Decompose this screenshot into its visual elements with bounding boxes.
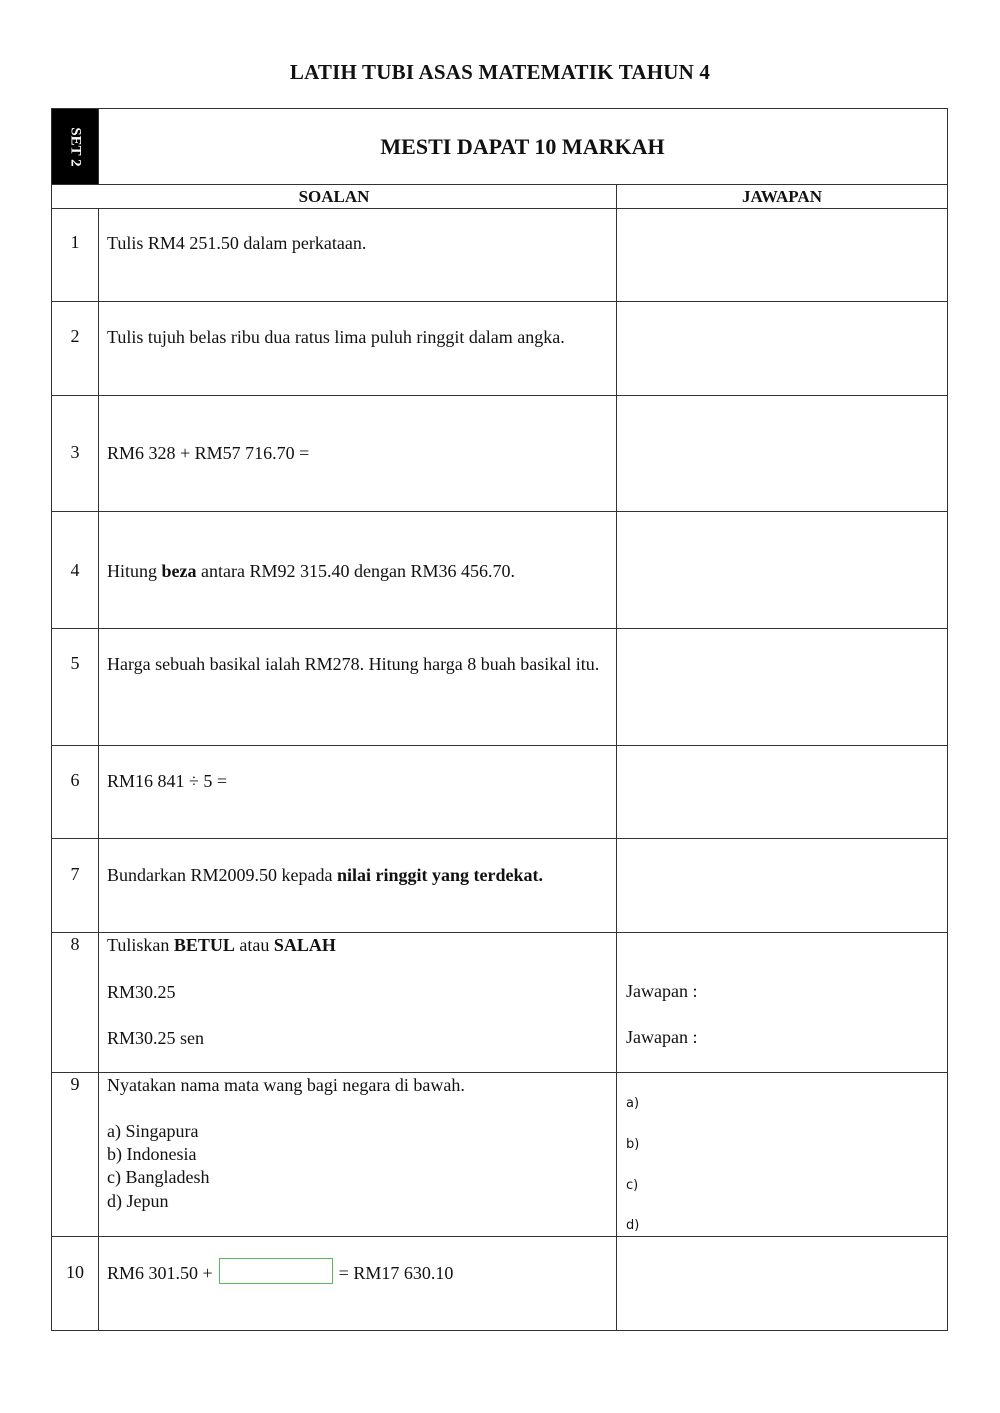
- question-text: [107, 934, 608, 957]
- answer-label: Jawapan :: [626, 1027, 698, 1047]
- question-text: [107, 560, 608, 583]
- answer-box[interactable]: [617, 512, 947, 628]
- question-number: 9: [70, 1074, 80, 1094]
- question-text: RM16 841 ÷ 5 =: [107, 771, 228, 791]
- statement-item: RM30.25: [107, 982, 176, 1002]
- question-text-part: = RM17 630.10: [338, 1262, 454, 1283]
- answer-box[interactable]: [617, 839, 947, 932]
- answer-label: c): [626, 1178, 639, 1193]
- question-text-part: Hitung: [107, 561, 162, 581]
- question-text: RM6 328 + RM57 716.70 =: [107, 443, 310, 463]
- answer-box[interactable]: [617, 209, 947, 301]
- question-number: 8: [70, 934, 80, 954]
- marks-banner: MESTI DAPAT 10 MARKAH: [380, 133, 665, 159]
- set-label: SET 2: [67, 126, 84, 167]
- list-item: d) Jepun: [107, 1191, 169, 1211]
- question-emphasis: SALAH: [273, 935, 336, 955]
- question-emphasis: nilai ringgit yang terdekat.: [336, 865, 543, 885]
- question-text: [107, 1260, 608, 1286]
- question-text-part: Tuliskan: [107, 935, 174, 955]
- question-text-part: antara RM92 315.40 dengan RM36 456.70.: [196, 561, 515, 581]
- statement-item: RM30.25 sen: [107, 1028, 205, 1048]
- blank-input-box[interactable]: [219, 1258, 333, 1284]
- page-title: LATIH TUBI ASAS MATEMATIK TAHUN 4: [289, 60, 711, 84]
- question-number: 6: [70, 770, 80, 790]
- set-label-tab: [52, 109, 98, 184]
- question-text: Nyatakan nama mata wang bagi negara di bawah.: [107, 1075, 465, 1095]
- answer-column-header: JAWAPAN: [742, 186, 822, 206]
- answer-label: a): [626, 1096, 640, 1111]
- question-number: 10: [66, 1262, 84, 1282]
- list-item: b) Indonesia: [107, 1144, 197, 1164]
- list-item: a) Singapura: [107, 1121, 199, 1141]
- question-number: 5: [70, 653, 80, 673]
- question-text-part: atau: [234, 935, 274, 955]
- question-number: 1: [70, 232, 80, 252]
- answer-box[interactable]: [617, 1237, 947, 1330]
- question-number: 4: [70, 560, 80, 580]
- question-text-part: RM6 301.50 +: [107, 1262, 213, 1283]
- answer-box[interactable]: [617, 746, 947, 838]
- answer-label: Jawapan :: [626, 981, 698, 1001]
- answer-box[interactable]: [617, 302, 947, 395]
- question-text: Tulis tujuh belas ribu dua ratus lima puluh ringgit dalam angka.: [107, 327, 565, 347]
- question-number: 7: [70, 864, 80, 884]
- question-text: Tulis RM4 251.50 dalam perkataan.: [107, 233, 367, 253]
- question-number: 2: [70, 326, 80, 346]
- answer-box[interactable]: [617, 629, 947, 745]
- answer-label: d): [626, 1218, 640, 1233]
- question-text: [107, 864, 608, 887]
- list-item: c) Bangladesh: [107, 1167, 210, 1187]
- question-column-header: SOALAN: [298, 186, 370, 206]
- question-text: Harga sebuah basikal ialah RM278. Hitung harga 8 buah basikal itu.: [107, 654, 600, 674]
- question-number: 3: [70, 442, 80, 462]
- question-emphasis: beza: [161, 561, 197, 581]
- answer-box[interactable]: [617, 396, 947, 511]
- answer-label: b): [626, 1137, 640, 1152]
- question-emphasis: BETUL: [173, 935, 235, 955]
- question-text-part: Bundarkan RM2009.50 kepada: [107, 865, 337, 885]
